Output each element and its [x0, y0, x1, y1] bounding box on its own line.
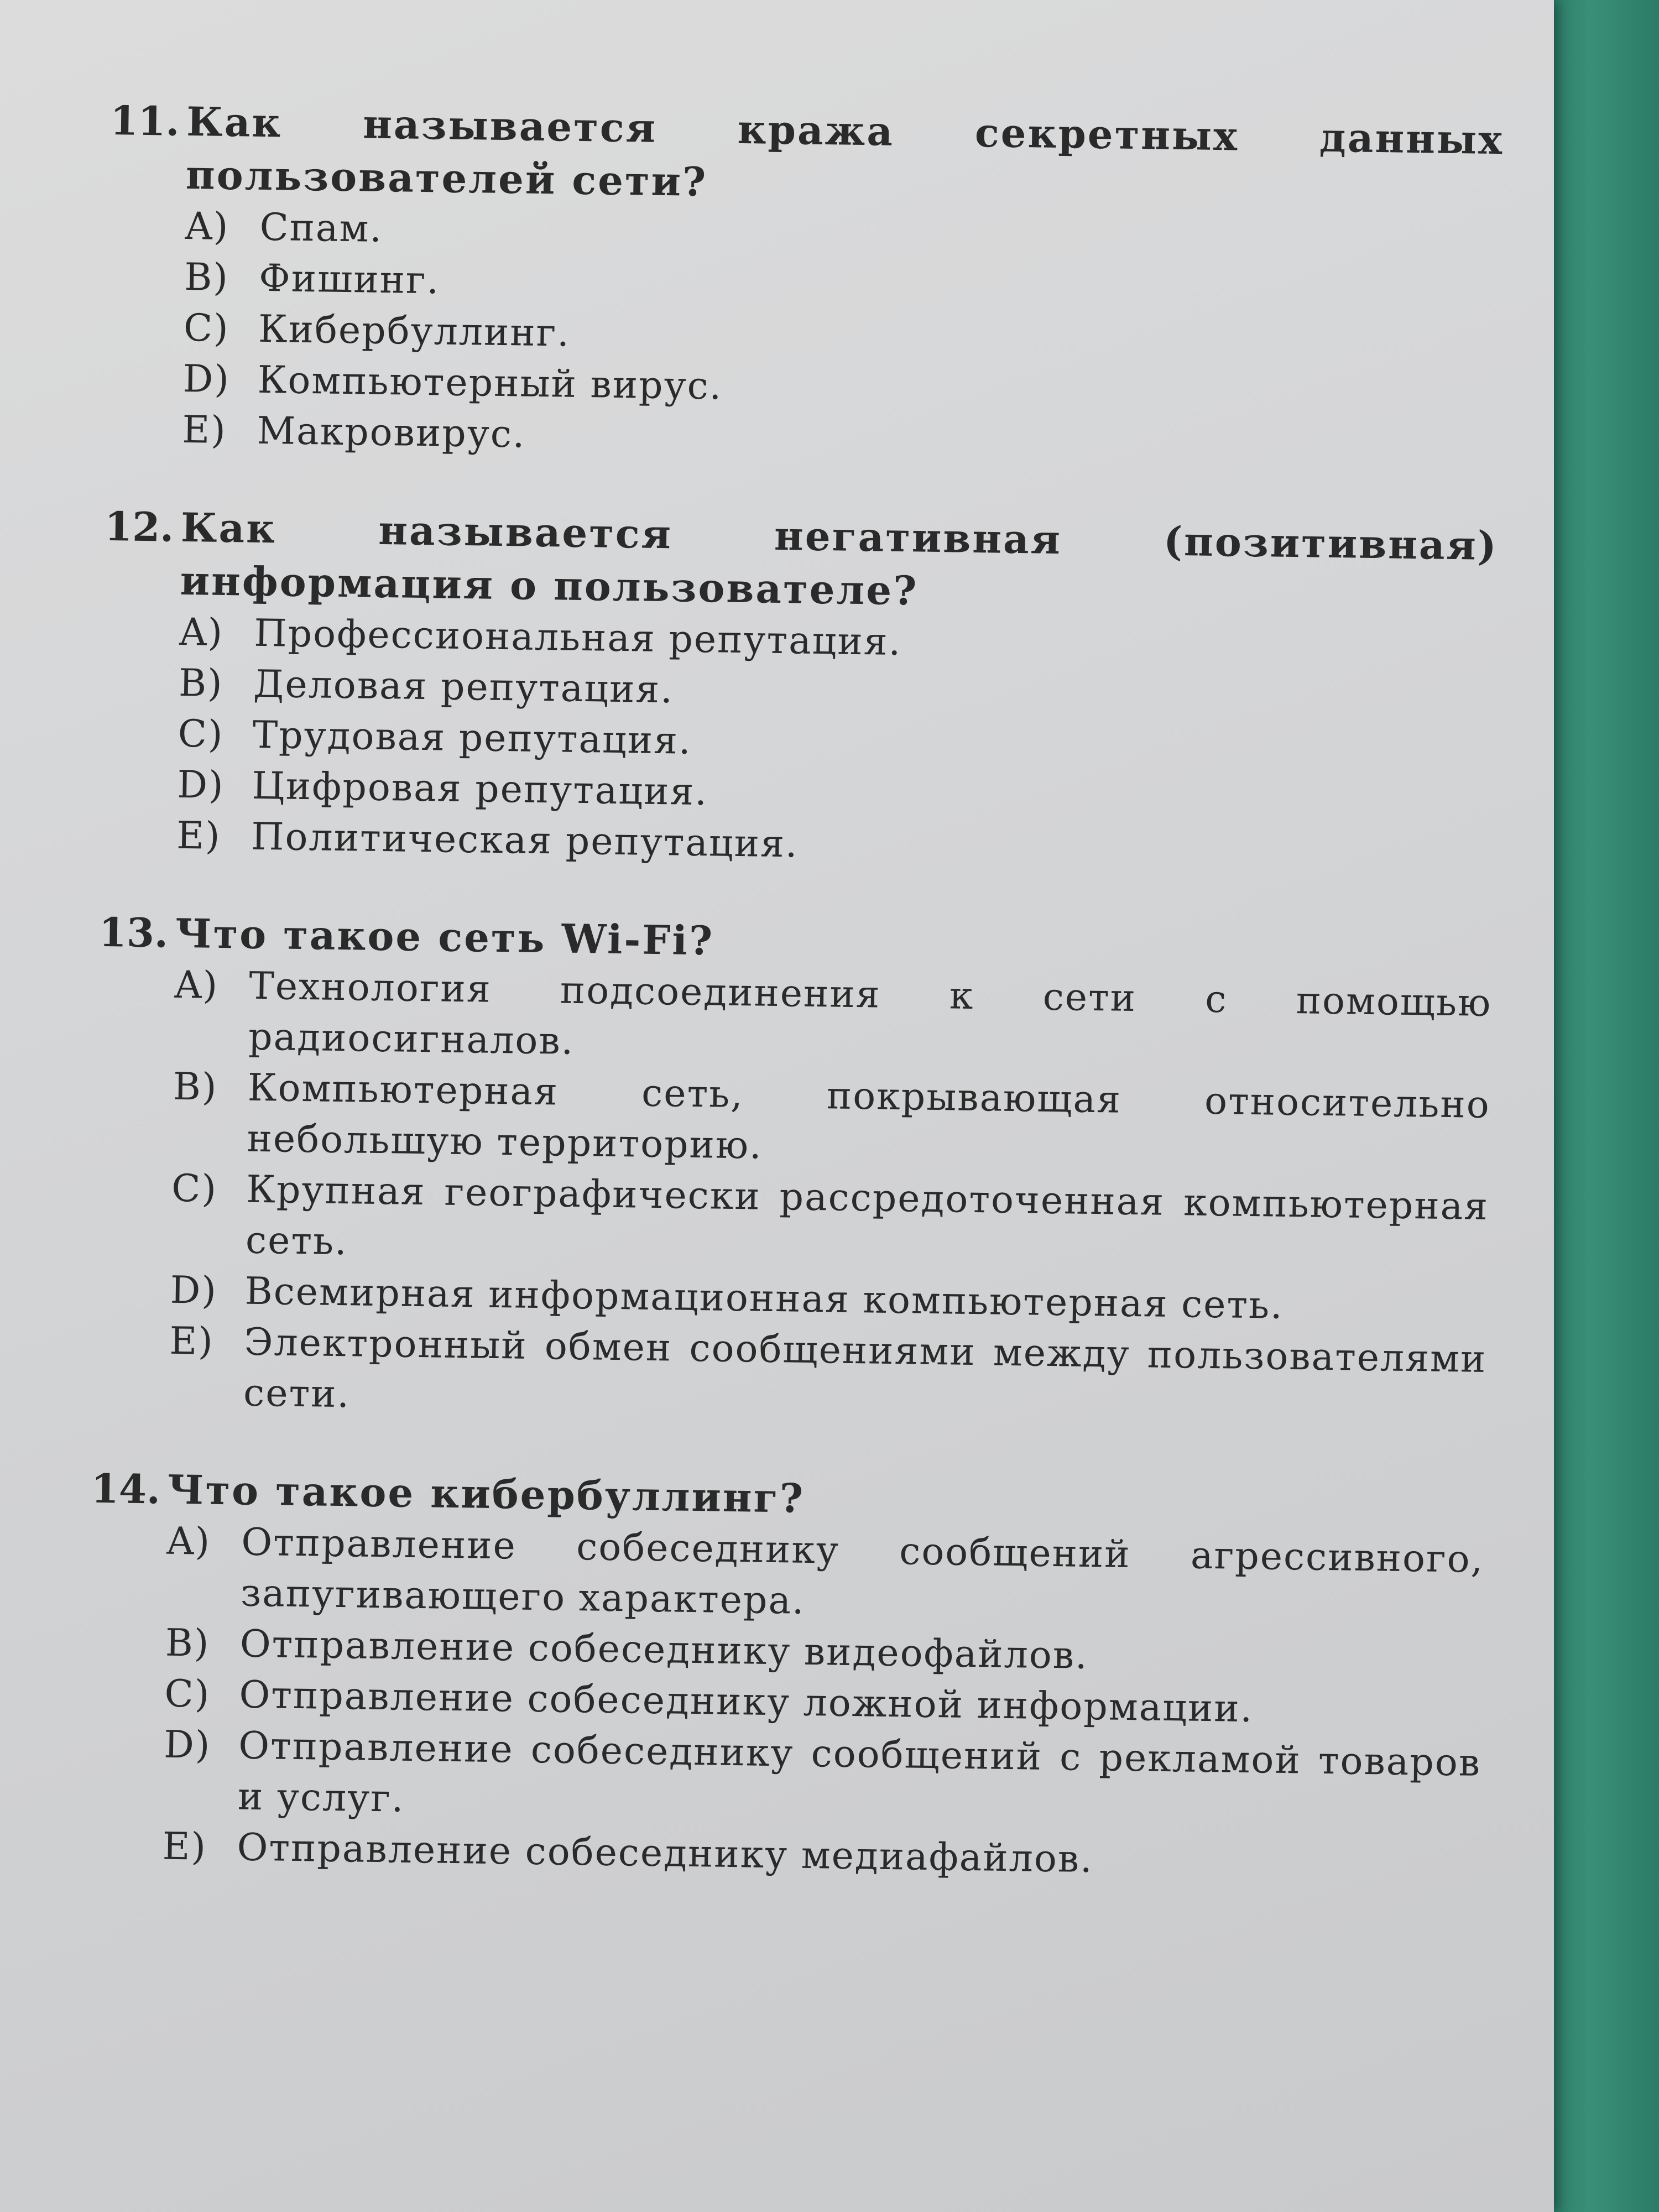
- answer-option: [166, 1516, 1484, 1636]
- option-text: Электронный обмен сообщениями между пользователями сети.: [243, 1320, 1487, 1417]
- option-text: Трудовая репутация.: [252, 713, 692, 763]
- option-letter: D): [170, 1268, 218, 1313]
- option-text: Компьютерная сеть, покрывающая относительно небольшую территорию.: [247, 1066, 1491, 1168]
- answer-option: [169, 1316, 1487, 1436]
- option-text: Деловая репутация.: [253, 662, 674, 712]
- question-heading: [109, 94, 1504, 220]
- option-letter: A): [185, 204, 229, 249]
- answer-options: [176, 607, 1497, 880]
- green-surface: [1543, 0, 1659, 2212]
- option-text: Фишинг.: [258, 256, 440, 303]
- question-text: Как называется негативная (позитивная) информация о пользователе?: [180, 503, 1499, 614]
- option-letter: B): [184, 255, 229, 300]
- question-number: 11.: [109, 96, 180, 145]
- answer-options: [169, 960, 1492, 1436]
- answer-option: [170, 1164, 1489, 1284]
- question-text: Что такое кибербуллинг?: [167, 1465, 805, 1522]
- answer-option: [172, 1062, 1490, 1182]
- option-letter: A): [166, 1519, 211, 1564]
- option-text: Политическая репутация.: [251, 815, 799, 867]
- question-13: [92, 906, 1493, 1436]
- option-letter: B): [178, 661, 224, 706]
- option-text: Отправление собеседнику сообщений с рекламой товаров и услуг.: [237, 1724, 1481, 1821]
- option-text: Компьютерный вирус.: [257, 358, 723, 409]
- option-letter: B): [165, 1621, 210, 1666]
- option-letter: E): [162, 1824, 207, 1869]
- option-text: Цифровая репутация.: [252, 764, 708, 815]
- option-text: Отправление собеседнику видеофайлов.: [239, 1622, 1089, 1678]
- option-letter: A): [174, 963, 219, 1008]
- question-number: 14.: [91, 1464, 161, 1513]
- option-letter: E): [169, 1319, 215, 1364]
- question-heading: [103, 500, 1498, 625]
- option-text: Всемирная информационная компьютерная сеть.: [244, 1269, 1284, 1328]
- answer-option: [163, 1720, 1481, 1840]
- option-text: Отправление собеседнику сообщений агрессивного, запугивающего характера.: [240, 1520, 1484, 1623]
- question-12: [100, 500, 1499, 880]
- option-letter: C): [183, 306, 230, 351]
- option-letter: A): [179, 610, 224, 655]
- option-letter: C): [178, 712, 224, 757]
- option-letter: D): [177, 763, 225, 807]
- option-text: Профессиональная репутация.: [253, 611, 902, 665]
- answer-option: [174, 960, 1492, 1080]
- option-letter: B): [173, 1065, 218, 1109]
- option-letter: D): [163, 1723, 211, 1767]
- answer-options: [182, 201, 1503, 474]
- option-text: Отправление собеседнику ложной информации.: [239, 1673, 1254, 1731]
- option-letter: E): [176, 813, 221, 858]
- option-text: Крупная географически рассредоточенная компьютерная сеть.: [245, 1167, 1489, 1264]
- answer-options: [162, 1516, 1484, 1891]
- option-text: Технология подсоединения к сети с помощью радиосигналов.: [248, 964, 1492, 1063]
- question-14: [86, 1462, 1485, 1891]
- question-11: [106, 94, 1504, 474]
- option-letter: C): [164, 1672, 211, 1717]
- option-text: Макровирус.: [256, 409, 526, 457]
- option-letter: C): [171, 1166, 218, 1211]
- option-text: Спам.: [259, 205, 383, 251]
- option-text: Отправление собеседнику медиафайлов.: [237, 1825, 1094, 1882]
- question-number: 13.: [98, 908, 169, 957]
- question-text: Как называется кража секретных данных пользователей сети?: [185, 97, 1504, 206]
- option-letter: D): [182, 357, 231, 402]
- option-letter: E): [181, 408, 227, 452]
- question-text: Что такое сеть Wi-Fi?: [175, 909, 714, 964]
- option-text: Кибербуллинг.: [258, 307, 571, 356]
- questions-list: [85, 94, 1504, 1936]
- question-number: 12.: [104, 502, 174, 551]
